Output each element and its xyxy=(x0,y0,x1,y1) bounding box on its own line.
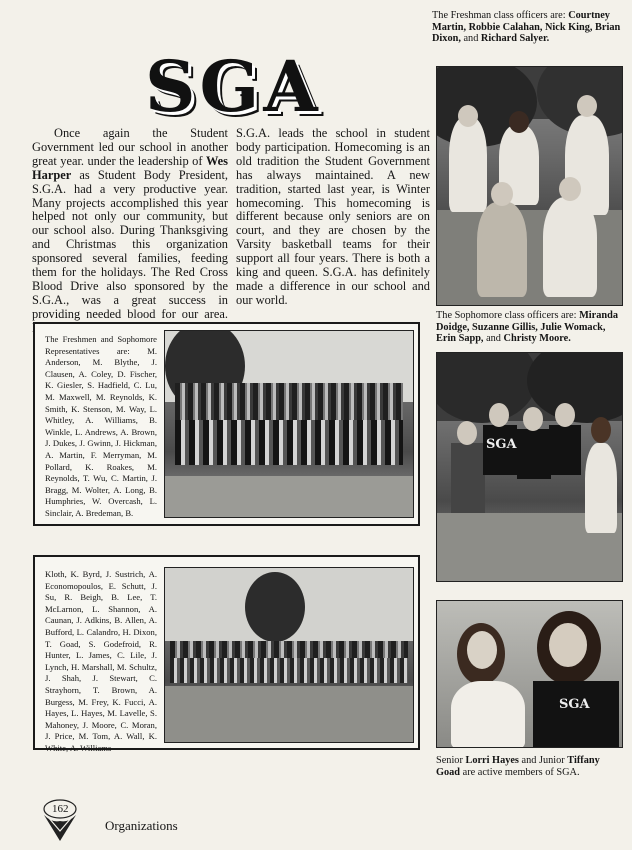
representatives-photo-2 xyxy=(164,567,414,743)
representatives-photo-1 xyxy=(164,330,414,518)
senior-junior-photo xyxy=(436,600,623,748)
representatives-list-1: The Freshmen and Sophomore Representatives are: M. Anderson, M. Blythe, J. Clausen, A. Coley, D. Fischer, K. Giesler, S. Hadfield, C. Lu, M. Maxwell, M. Reynolds, K. Smith, K. Stenson, M. Way, L. Whitley, A. Williams, B. Winkle, L. Andrews, A. Brown, J. Dukes, J. Gwinn, J. Hickman, A. Martin, F. Merryman, M. Pollard, K. Roakes, M. Reynolds, T. Wu, C. Martin, J. Bragg, M. Wolter, A. Long, B. Humphries, W. Overcash, L. Sinclair, A. Bredeman, B. xyxy=(45,334,157,518)
article-column-2 xyxy=(236,127,430,308)
senior-caption: Senior Lorri Hayes and Junior Tiffany Goad are active members of SGA. xyxy=(436,755,600,778)
section-name: Organizations xyxy=(105,818,178,833)
article-column-1 xyxy=(32,127,228,336)
senior-shirt-print: SGA xyxy=(559,697,590,712)
representatives-list-2: Kloth, K. Byrd, J. Sustrich, A. Economopoulos, E. Schutt, J. Su, R. Beigh, B. Lee, T. McLarnon, L. Shannon, A. Caunan, J. Adkins, B. Allen, A. Bufford, L. Calandro, H. Dixon, T. Goad, S. Godefroid, R. Hunter, L. James, C. Lile, J. Lynch, H. Marshall, M. Schultz, J. Shah, J. Stewart, C. Strayhorn, T. Brown, A. Burgess, M. Frey, K. Fucci, A. Hayes, L. Hayes, M. Lavelle, S. Mahoney, J. Moore, C. Moran, J. Price, M. Tom, A. Wall, K. White, A. Williams xyxy=(45,569,157,753)
sophomore-caption: The Sophomore class officers are: Miranda Doidge, Suzanne Gillis, Julie Womack, Erin Sapp, and Christy Moore. xyxy=(436,310,618,344)
president-name: Wes Harper xyxy=(32,153,228,182)
article-paragraph-2: S.G.A. leads the school in student body participation. Homecoming is an old tradition the Student Government has always maintained. A new tradition, started last year, is Winter homecoming. This homecoming is different because only seniors are on court, and they are chosen by the Varsity basketball teams for their support all four years. There is both a king and queen. S.G.A. has definitely made a difference in our school and our world. xyxy=(236,126,430,307)
representatives-box-2 xyxy=(33,555,420,753)
freshman-officers-photo xyxy=(436,66,623,306)
shirt-print: SGA xyxy=(486,437,517,452)
article-paragraph-1: Once again the Student Government led our school in another great year. under the leadership of Wes Harper as Student Body President, S.G.A. had a very productive year. Many projects accomplished this year helped not only our community, but our school also. During Thanksgiving and Christmas this organization sponsored several families, feeding them for the holidays. The Red Cross Blood Drive also sponsored by the S.G.A., was a great success in providing needed blood for our area. xyxy=(32,126,228,321)
representatives-box-1 xyxy=(33,322,420,526)
sophomore-officers-photo xyxy=(436,352,623,582)
freshman-caption: The Freshman class officers are: Courtney Martin, Robbie Calahan, Nick King, Brian Dixon, and Richard Salyer. xyxy=(432,10,621,44)
page-number: 162 xyxy=(52,803,69,815)
page-title: SGA xyxy=(145,45,322,128)
